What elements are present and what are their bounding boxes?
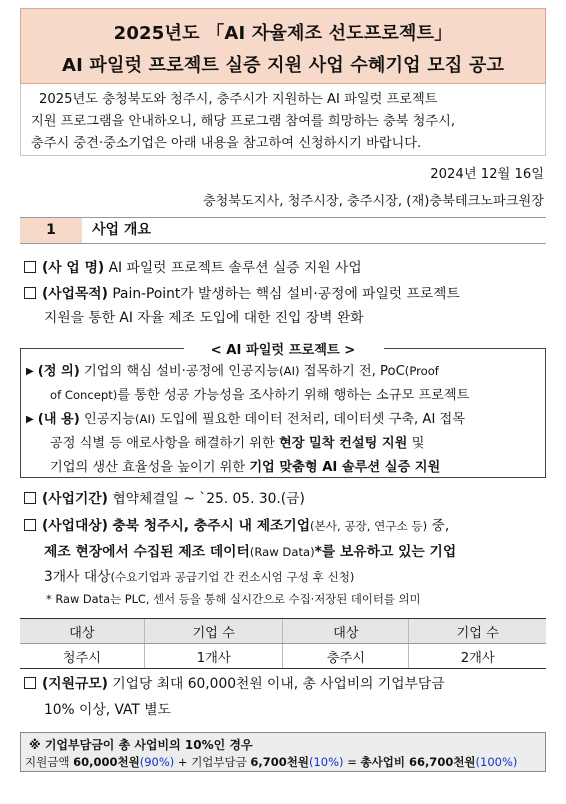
title-line-1: 2025년도 「AI 자율제조 선도프로젝트」 [113,23,453,44]
target-text: (Raw Data) [249,545,315,559]
item-support-scale-cont: 10% 이상, VAT 별도 [44,702,171,718]
ai-content-emphasis: 현장 밀착 컨설팅 지원 [278,436,408,451]
target-emphasis: 충북 청주시, 충주시 내 제조기업 [112,518,311,534]
note-percent: (100%) [475,755,518,769]
title-box [20,8,546,84]
ai-content-text: 기업의 생산 효율성을 높이기 위한 [50,460,250,475]
item-text: Pain-Point가 발생하는 핵심 설비·공정에 파일럿 프로젝트 [112,286,460,302]
ai-def-label: (정 의) [37,364,80,379]
table-header-cell: 기업 수 [144,619,283,644]
table-header-row [20,619,546,644]
target-emphasis: 제조 현장에서 수집된 제조 데이터 [44,544,250,560]
ai-content-emphasis: 기업 맞춤형 AI 솔루션 실증 지원 [249,460,441,475]
section-title: 사업 개요 [92,222,151,238]
note-box [20,732,546,772]
ai-content-text: (AI) [135,412,156,426]
note-amount: 총사업비 66,700천원 [360,755,476,769]
note-amount: 6,700천원 [250,755,309,769]
ai-content-text: 및 [407,436,425,451]
intro-box [20,84,546,156]
ai-def-text: (AI) [279,364,300,378]
intro-line-2: 지원 프로그램을 안내하오니, 해당 프로그램 참여를 희망하는 충북 청주시, [31,114,456,129]
item-business-name [24,256,362,276]
table-cell: 2개사 [409,644,546,669]
triangle-bullet-icon: ▶ [26,414,34,425]
item-label: (사업목적) [42,286,108,302]
target-table [20,618,546,669]
issuer: 충청북도지사, 청주시장, 충주시장, (재)충북테크노파크원장 [202,194,544,209]
note-title: ※ 기업부담금이 총 사업비의 10%인 경우 [29,738,253,752]
intro-line-1: 2025년도 충청북도와 청주시, 충주시가 지원하는 AI 파일럿 프로젝트 [39,92,438,107]
item-purpose [24,282,460,302]
announcement-date: 2024년 12월 16일 [430,167,544,182]
ai-def-text: 기업의 핵심 설비·공정에 인공지능 [84,364,280,379]
item-support-scale [24,672,445,692]
item-purpose-cont: 지원을 통한 AI 자율 제조 도입에 대한 진입 장벽 완화 [44,310,364,326]
item-period [24,487,305,507]
target-footnote: * Raw Data는 PLC, 센서 등을 통해 실시간으로 수집·저장된 데이터를 의미 [46,592,421,606]
item-label: (지원규모) [42,676,108,692]
item-text: 기업당 최대 60,000천원 이내, 총 사업비의 기업부담금 [112,676,445,692]
ai-content-label: (내 용) [37,412,80,427]
intro-line-3: 충주시 중견·중소기업은 아래 내용을 참고하여 신청하시기 바랍니다. [31,136,422,151]
item-label: (사업기간) [42,491,108,507]
table-header-cell: 대상 [20,619,144,644]
note-percent: (10%) [309,755,344,769]
checkbox-square-icon [24,677,36,689]
ai-content-line-2 [50,432,424,451]
ai-content-text: 인공지능 [84,412,135,427]
ai-content-text: 공정 식별 등 애로사항을 해결하기 위한 [50,436,279,451]
target-text: 중, [427,518,450,534]
table-header-cell: 기업 수 [409,619,546,644]
table-cell: 충주시 [283,644,409,669]
note-text: 지원금액 [25,755,74,769]
checkbox-square-icon [24,492,36,504]
item-text: AI 파일럿 프로젝트 솔루션 실증 지원 사업 [108,260,362,276]
note-text: = [343,755,361,769]
note-text: + 기업부담금 [174,755,251,769]
item-label: (사업대상) [42,518,108,534]
target-text: (수요기업과 공급기업 간 컨소시엄 구성 후 신청) [110,570,355,584]
item-target-line-1 [24,514,449,534]
ai-def-text: 를 통한 성공 가능성을 조사하기 위해 행하는 소규모 프로젝트 [117,388,470,403]
checkbox-square-icon [24,519,36,531]
item-target-line-2 [44,540,456,560]
target-emphasis: *를 보유하고 있는 기업 [314,544,457,560]
triangle-bullet-icon: ▶ [26,366,34,377]
item-label: (사 업 명) [42,260,105,276]
ai-content-line-1 [26,408,465,427]
note-amount: 60,000천원 [73,755,140,769]
item-text: 협약체결일 ~ `25. 05. 30.(금) [112,491,305,507]
checkbox-square-icon [24,261,36,273]
ai-definition-line-2 [50,384,469,403]
ai-content-line-3 [50,456,440,475]
ai-def-text: 접목하기 전, PoC [299,364,405,379]
ai-def-text: (Proof [404,364,439,378]
table-cell: 1개사 [144,644,283,669]
target-text: (본사, 공장, 연구소 등) [310,519,428,533]
section-heading [20,217,546,244]
table-header-cell: 대상 [283,619,409,644]
target-text: 3개사 대상 [44,569,111,585]
section-number: 1 [20,218,82,243]
table-row [20,644,546,669]
item-target-line-3 [44,565,354,585]
note-percent: (90%) [139,755,175,769]
ai-definition-line-1 [26,360,439,379]
ai-box-heading: < AI 파일럿 프로젝트 > [210,343,356,358]
title-line-2: AI 파일럿 프로젝트 실증 지원 사업 수혜기업 모집 공고 [61,55,505,76]
table-cell: 청주시 [20,644,144,669]
note-formula [25,754,517,770]
ai-content-text: 도입에 필요한 데이터 전처리, 데이터셋 구축, AI 접목 [155,412,466,427]
checkbox-square-icon [24,287,36,299]
ai-def-text: of Concept) [50,388,118,402]
